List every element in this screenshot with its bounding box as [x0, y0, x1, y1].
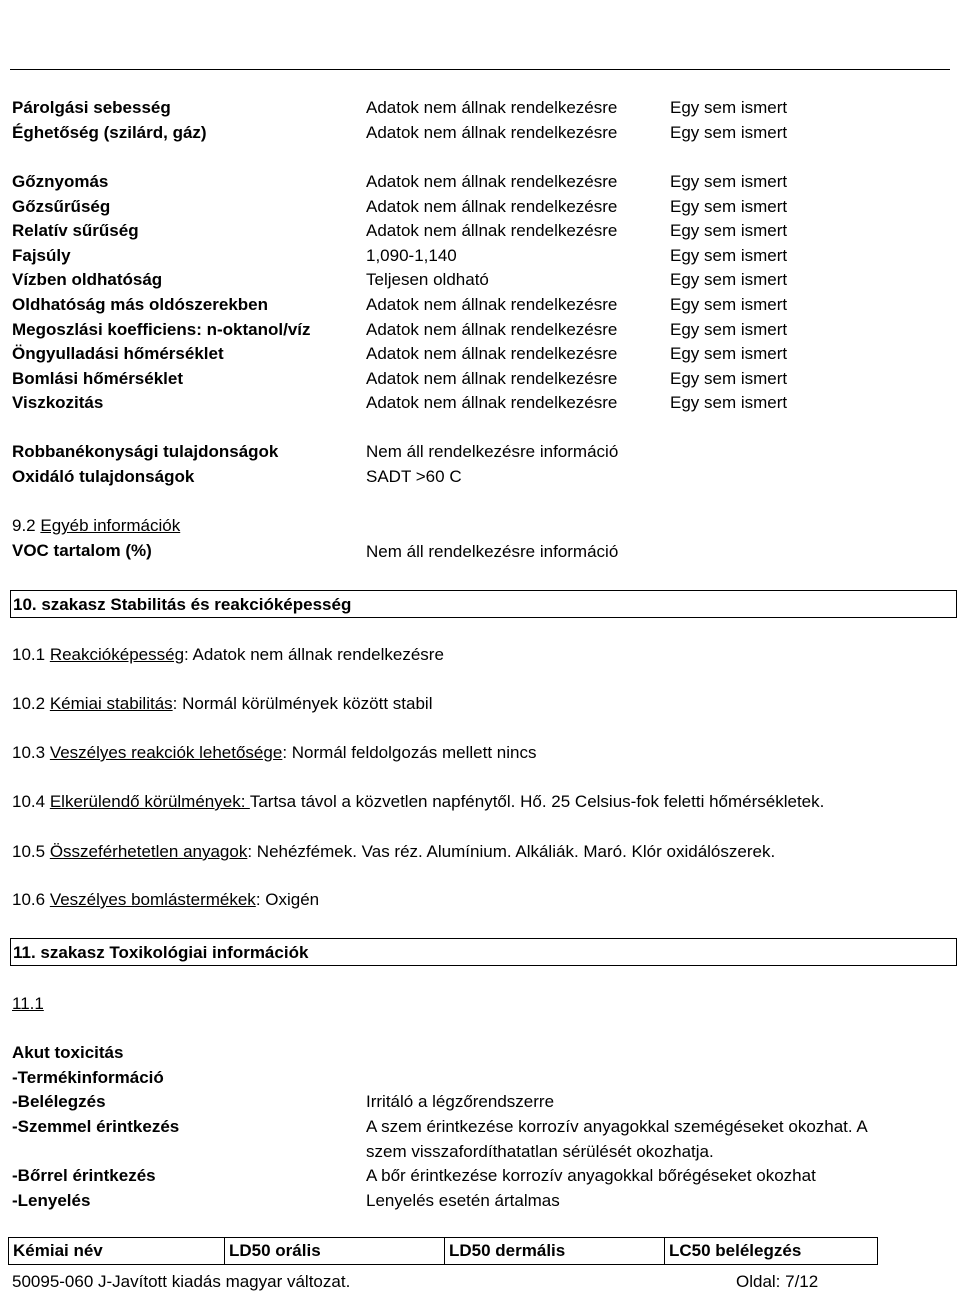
header-divider	[10, 69, 950, 70]
footer-page-number: Oldal: 7/12	[736, 1272, 819, 1291]
property-value: Adatok nem állnak rendelkezésre	[366, 344, 618, 363]
item-label: Elkerülendő körülmények:	[49, 792, 250, 811]
ld50-header-dermal: LD50 dermális	[445, 1238, 665, 1265]
other-info-number: 9.2	[12, 516, 36, 535]
property-value: Adatok nem állnak rendelkezésre	[366, 221, 618, 240]
property-method: Egy sem ismert	[670, 369, 788, 388]
section-10-item	[12, 840, 775, 864]
property-method: Egy sem ismert	[670, 270, 788, 289]
property-value: Adatok nem állnak rendelkezésre	[366, 295, 618, 314]
tox-route-eye: -Szemmel érintkezés	[12, 1117, 180, 1136]
item-text: : Oxigén	[255, 890, 320, 909]
section-10-item	[12, 643, 444, 667]
ld50-header-inhalation: LC50 belélegzés	[665, 1238, 878, 1265]
item-number: 10.4	[12, 792, 46, 811]
property-method: Egy sem ismert	[670, 344, 788, 363]
oxidizing-value: SADT >60 C	[366, 467, 462, 486]
property-name: Gőznyomás	[12, 172, 109, 191]
section-10-item	[12, 692, 432, 716]
voc-value: Nem áll rendelkezésre információ	[366, 542, 619, 561]
item-label: Veszélyes reakciók lehetősége	[49, 743, 283, 762]
section-10-item	[12, 790, 824, 814]
property-name: Oldhatóság más oldószerekben	[12, 295, 269, 314]
property-method: Egy sem ismert	[670, 123, 788, 142]
property-name: Párolgási sebesség	[12, 98, 171, 117]
item-text: : Adatok nem állnak rendelkezésre	[184, 645, 444, 664]
property-value: Teljesen oldható	[366, 270, 489, 289]
property-name: Bomlási hőmérséklet	[12, 369, 184, 388]
item-text: : Normál körülmények között stabil	[172, 694, 433, 713]
ld50-header-chemical: Kémiai név	[9, 1238, 225, 1265]
property-value: Adatok nem állnak rendelkezésre	[366, 197, 618, 216]
property-method: Egy sem ismert	[670, 320, 788, 339]
property-name: Fajsúly	[12, 246, 71, 265]
property-method: Egy sem ismert	[670, 221, 788, 240]
item-text: : Nehézfémek. Vas réz. Alumínium. Alkáliák. Maró. Klór oxidálószerek.	[247, 842, 776, 861]
property-method: Egy sem ismert	[670, 98, 788, 117]
property-method: Egy sem ismert	[670, 246, 788, 265]
item-text: : Normál feldolgozás mellett nincs	[282, 743, 537, 762]
item-text: Tartsa távol a közvetlen napfénytől. Hő. 25 Celsius-fok feletti hőmérsékletek.	[249, 792, 825, 811]
tox-effect-eye-cont: szem visszafordíthatatlan sérülését okozhatja.	[366, 1142, 714, 1161]
tox-route-inhalation: -Belélegzés	[12, 1092, 106, 1111]
property-method: Egy sem ismert	[670, 295, 788, 314]
property-name: Megoszlási koefficiens: n-oktanol/víz	[12, 320, 311, 339]
tox-effect-ingestion: Lenyelés esetén ártalmas	[366, 1191, 560, 1210]
ld50-header-row	[9, 1238, 878, 1265]
acute-toxicity-heading: Akut toxicitás	[12, 1043, 124, 1062]
item-label: Veszélyes bomlástermékek	[49, 890, 256, 909]
property-method: Egy sem ismert	[670, 172, 788, 191]
tox-route-skin: -Bőrrel érintkezés	[12, 1166, 156, 1185]
other-info-title: Egyéb információk	[40, 516, 181, 535]
ld50-header-oral: LD50 orális	[225, 1238, 445, 1265]
item-number: 10.6	[12, 890, 46, 909]
property-method: Egy sem ismert	[670, 197, 788, 216]
item-label: Reakcióképesség	[49, 645, 185, 664]
explosive-value: Nem áll rendelkezésre információ	[366, 442, 619, 461]
property-value: Adatok nem állnak rendelkezésre	[366, 98, 618, 117]
property-name: Gőzsűrűség	[12, 197, 111, 216]
item-label: Összeférhetetlen anyagok	[49, 842, 248, 861]
header-revision-date: Felülvizsgálat dátuma: 2014.01.14	[327, 44, 633, 65]
section-10-item	[12, 741, 536, 765]
tox-effect-skin: A bőr érintkezése korrozív anyagokkal bőrégéseket okozhat	[366, 1166, 816, 1185]
section-11-heading: 11. szakasz Toxikológiai információk	[10, 938, 957, 966]
property-value: 1,090-1,140	[366, 246, 457, 265]
item-label: Kémiai stabilitás	[49, 694, 173, 713]
header-product: Rapicide PA A rész	[395, 22, 565, 43]
item-number: 10.5	[12, 842, 46, 861]
property-value: Adatok nem állnak rendelkezésre	[366, 172, 618, 191]
property-method: Egy sem ismert	[670, 393, 788, 412]
property-value: Adatok nem állnak rendelkezésre	[366, 393, 618, 412]
other-info-heading	[12, 514, 180, 538]
oxidizing-label: Oxidáló tulajdonságok	[12, 467, 195, 486]
header-title: Biztonsági adatlap	[396, 0, 564, 21]
item-number: 10.3	[12, 743, 46, 762]
item-number: 10.2	[12, 694, 46, 713]
property-value: Adatok nem állnak rendelkezésre	[366, 123, 618, 142]
tox-effect-inhalation: Irritáló a légzőrendszerre	[366, 1092, 555, 1111]
tox-effect-eye: A szem érintkezése korrozív anyagokkal szemégéseket okozhat. A	[366, 1117, 868, 1136]
explosive-label: Robbanékonysági tulajdonságok	[12, 442, 279, 461]
property-name: Öngyulladási hőmérséklet	[12, 344, 224, 363]
item-number: 10.1	[12, 645, 46, 664]
property-name: Vízben oldhatóság	[12, 270, 163, 289]
property-name: Relatív sűrűség	[12, 221, 139, 240]
section-11-1: 11.1	[12, 994, 44, 1013]
property-value: Adatok nem állnak rendelkezésre	[366, 320, 618, 339]
property-name: Viszkozitás	[12, 393, 104, 412]
tox-route-ingestion: -Lenyelés	[12, 1191, 91, 1210]
product-info-label: -Termékinformáció	[12, 1068, 164, 1087]
property-name: Éghetőség (szilárd, gáz)	[12, 123, 207, 142]
footer-document-id: 50095-060 J-Javított kiadás magyar változat.	[12, 1272, 351, 1291]
ld50-table	[8, 1237, 878, 1265]
voc-label: VOC tartalom (%)	[12, 541, 152, 560]
section-10-item	[12, 888, 319, 912]
property-value: Adatok nem állnak rendelkezésre	[366, 369, 618, 388]
section-10-heading: 10. szakasz Stabilitás és reakcióképesség	[10, 590, 957, 618]
